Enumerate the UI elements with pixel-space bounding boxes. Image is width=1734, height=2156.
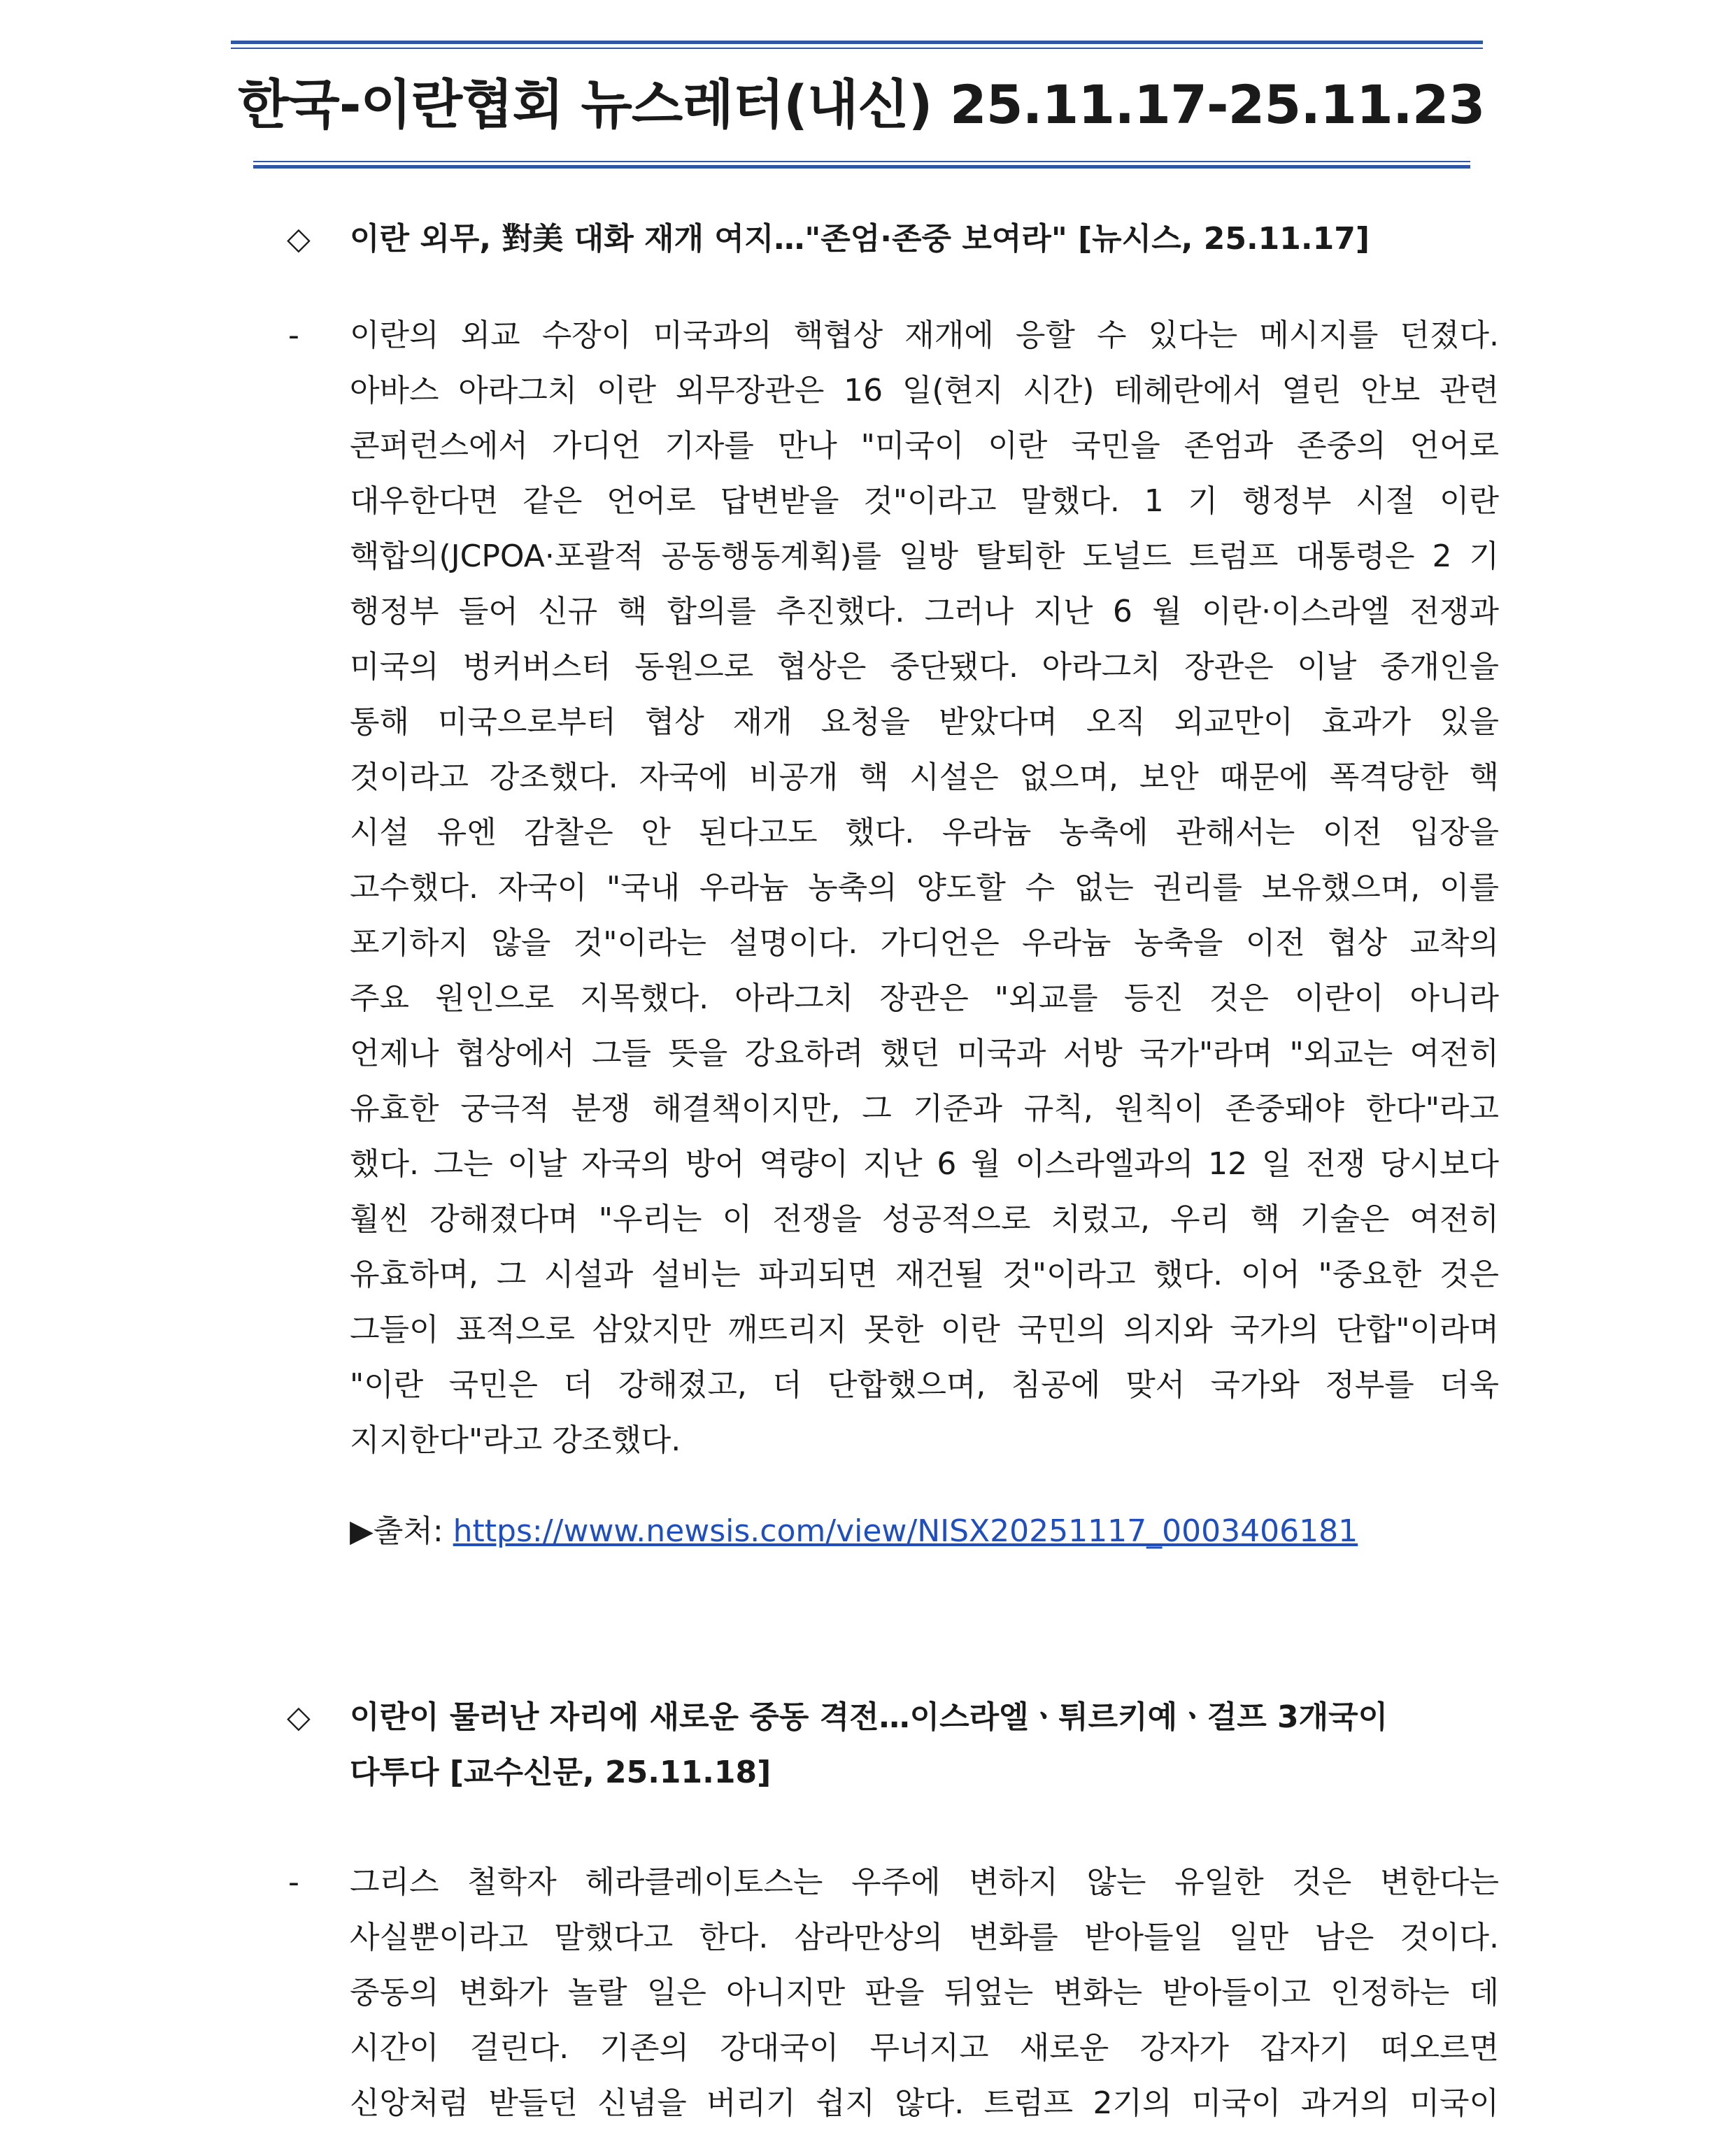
title-bottom-rule-thin <box>253 161 1470 162</box>
body-line: 신앙처럼 받들던 신념을 버리기 쉽지 않다. 트럼프 2기의 미국이 과거의 미국이 <box>350 2085 1499 2121</box>
body-line: 유효한 궁극적 분쟁 해결책이지만, 그 기준과 규칙, 원칙이 존중돼야 한다"라고 <box>350 1091 1499 1127</box>
title-top-rule-thick <box>231 41 1483 44</box>
headline-line: 다투다 [교수신문, 25.11.18] <box>350 1755 772 1790</box>
body-line: 미국의 벙커버스터 동원으로 협상은 중단됐다. 아라그치 장관은 이날 중개인을 <box>350 649 1499 685</box>
headline-line: 이란이 물러난 자리에 새로운 중동 격전…이스라엘ㆍ튀르키예ㆍ걸프 3개국이 <box>350 1699 1388 1735</box>
body-line: 유효하며, 그 시설과 설비는 파괴되면 재건될 것"이라고 했다. 이어 "중요한 것은 <box>350 1257 1499 1292</box>
body-line: 것이라고 강조했다. 자국에 비공개 핵 시설은 없으며, 보안 때문에 폭격당한 핵 <box>350 759 1499 795</box>
body-line: 이란의 외교 수장이 미국과의 핵협상 재개에 응할 수 있다는 메시지를 던졌다. <box>350 317 1499 353</box>
body-line: 지지한다"라고 강조했다. <box>350 1422 681 1458</box>
body-line: 그들이 표적으로 삼았지만 깨뜨리지 못한 이란 국민의 의지와 국가의 단합"이라며 <box>350 1312 1499 1348</box>
list-dash-bullet: - <box>288 1864 299 1900</box>
body-line: 훨씬 강해졌다며 "우리는 이 전쟁을 성공적으로 치렀고, 우리 핵 기술은 여전히 <box>350 1201 1499 1237</box>
body-line: 통해 미국으로부터 협상 재개 요청을 받았다며 오직 외교만이 효과가 있을 <box>350 704 1499 740</box>
body-line: 사실뿐이라고 말했다고 한다. 삼라만상의 변화를 받아들일 일만 남은 것이다. <box>350 1920 1499 1955</box>
body-line: 포기하지 않을 것"이라는 설명이다. 가디언은 우라늄 농축을 이전 협상 교착의 <box>350 925 1499 961</box>
body-line: 주요 원인으로 지목했다. 아라그치 장관은 "외교를 등진 것은 이란이 아니라 <box>350 980 1499 1016</box>
diamond-bullet-icon: ◇ <box>287 1699 311 1735</box>
newsletter-title: 한국-이란협회 뉴스레터(내신) 25.11.17-25.11.23 <box>238 73 1485 136</box>
body-line: 시간이 걸린다. 기존의 강대국이 무너지고 새로운 강자가 갑자기 떠오르면 <box>350 2030 1499 2066</box>
body-line: "이란 국민은 더 강해졌고, 더 단합했으며, 침공에 맞서 국가와 정부를 더욱 <box>350 1367 1499 1403</box>
body-line: 핵합의(JCPOA·포괄적 공동행동계획)를 일방 탈퇴한 도널드 트럼프 대통령은 2 기 <box>350 538 1499 574</box>
source-label: ▶출처: <box>350 1513 453 1549</box>
title-top-rule-thin <box>231 48 1483 49</box>
article-1-body <box>350 308 1499 1468</box>
body-line: 콘퍼런스에서 가디언 기자를 만나 "미국이 이란 국민을 존엄과 존중의 언어로 <box>350 428 1499 464</box>
body-line: 대우한다면 같은 언어로 답변받을 것"이라고 말했다. 1 기 행정부 시절 이란 <box>350 483 1499 519</box>
article-2-body <box>350 1855 1499 2131</box>
body-line: 그리스 철학자 헤라클레이토스는 우주에 변하지 않는 유일한 것은 변한다는 <box>350 1864 1499 1900</box>
body-line: 아바스 아라그치 이란 외무장관은 16 일(현지 시간) 테헤란에서 열린 안보 관련 <box>350 373 1499 408</box>
title-bottom-rule-thick <box>253 165 1470 169</box>
article-1-source <box>350 1504 1358 1559</box>
body-line: 했다. 그는 이날 자국의 방어 역량이 지난 6 월 이스라엘과의 12 일 전쟁 당시보다 <box>350 1146 1499 1182</box>
body-line: 행정부 들어 신규 핵 합의를 추진했다. 그러나 지난 6 월 이란·이스라엘 전쟁과 <box>350 594 1499 629</box>
body-line: 중동의 변화가 놀랄 일은 아니지만 판을 뒤엎는 변화는 받아들이고 인정하는 데 <box>350 1975 1499 2011</box>
diamond-bullet-icon: ◇ <box>287 221 311 257</box>
body-line: 시설 유엔 감찰은 안 된다고도 했다. 우라늄 농축에 관해서는 이전 입장을 <box>350 815 1499 850</box>
headline-line: 이란 외무, 對美 대화 재개 여지…"존엄·존중 보여라" [뉴시스, 25.11.17] <box>350 221 1370 257</box>
body-line: 고수했다. 자국이 "국내 우라늄 농축의 양도할 수 없는 권리를 보유했으며, 이를 <box>350 870 1499 906</box>
list-dash-bullet: - <box>288 317 299 353</box>
source-link[interactable]: https://www.newsis.com/view/NISX20251117_0003406181 <box>453 1513 1358 1549</box>
body-line: 언제나 협상에서 그들 뜻을 강요하려 했던 미국과 서방 국가"라며 "외교는 여전히 <box>350 1036 1499 1071</box>
